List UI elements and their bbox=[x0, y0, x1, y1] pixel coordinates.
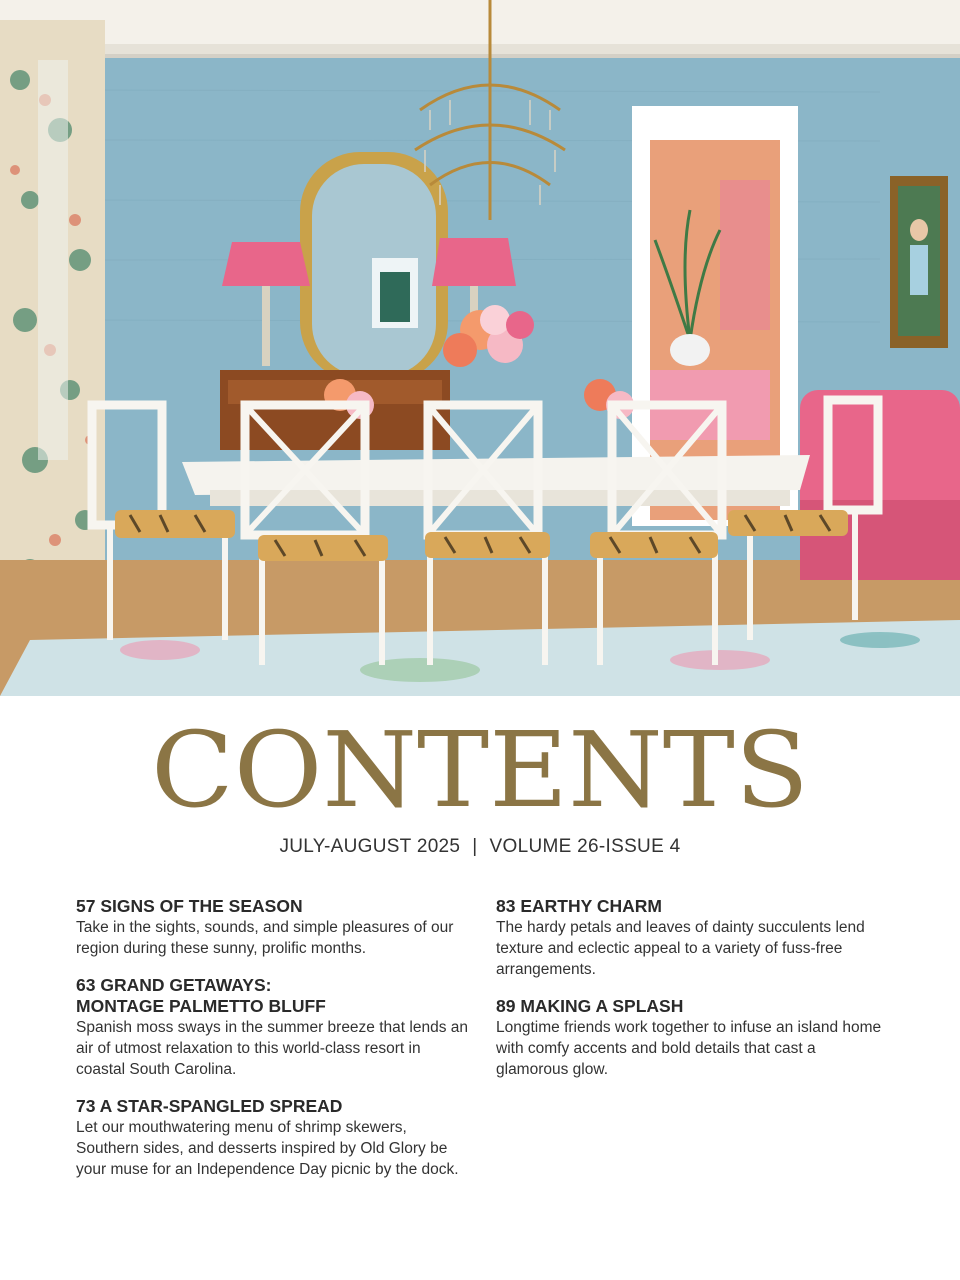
article-heading[interactable] bbox=[76, 975, 471, 1017]
article-description: Longtime friends work together to infuse an island home with comfy accents and bold details that cast a glamorous glow. bbox=[496, 1019, 882, 1078]
page-title: CONTENTS bbox=[150, 709, 810, 831]
article-description: Spanish moss sways in the summer breeze that lends an air of utmost relaxation to this world-class resort in coastal South Carolina. bbox=[76, 1019, 468, 1078]
article-description: The hardy petals and leaves of dainty succulents lend texture and eclectic appeal to a variety of fuss-free arrangements. bbox=[496, 919, 865, 978]
contents-column-right bbox=[496, 896, 886, 1096]
article-heading-text-line2[interactable]: MONTAGE PALMETTO BLUFF bbox=[76, 996, 326, 1016]
article-entry[interactable] bbox=[76, 896, 471, 959]
article-entry[interactable] bbox=[76, 975, 471, 1080]
article-heading-text[interactable]: 83 EARTHY CHARM bbox=[496, 896, 662, 916]
article-heading[interactable] bbox=[496, 996, 886, 1017]
article-heading-text[interactable]: 73 A STAR-SPANGLED SPREAD bbox=[76, 1096, 343, 1116]
issue-info bbox=[0, 836, 960, 858]
article-entry[interactable] bbox=[496, 996, 886, 1080]
article-entry[interactable] bbox=[496, 896, 886, 980]
contents-masthead bbox=[0, 709, 960, 831]
contents-column-left bbox=[76, 896, 471, 1196]
article-description: Take in the sights, sounds, and simple pleasures of our region during these sunny, prolific months. bbox=[76, 919, 454, 957]
article-heading[interactable] bbox=[76, 896, 471, 917]
article-entry[interactable] bbox=[76, 1096, 471, 1180]
issue-volume: VOLUME 26-ISSUE 4 bbox=[489, 836, 681, 857]
issue-separator: | bbox=[472, 836, 478, 857]
article-heading-text[interactable]: 63 GRAND GETAWAYS: bbox=[76, 975, 272, 995]
article-heading[interactable] bbox=[496, 896, 886, 917]
issue-date: JULY-AUGUST 2025 bbox=[279, 836, 461, 857]
article-heading-text[interactable]: 89 MAKING A SPLASH bbox=[496, 996, 684, 1016]
article-description: Let our mouthwatering menu of shrimp skewers, Southern sides, and desserts inspired by Old Glory be your muse for an Independence Day picnic by the dock. bbox=[76, 1119, 459, 1178]
article-heading[interactable] bbox=[76, 1096, 471, 1117]
article-heading-text[interactable]: 57 SIGNS OF THE SEASON bbox=[76, 896, 303, 916]
